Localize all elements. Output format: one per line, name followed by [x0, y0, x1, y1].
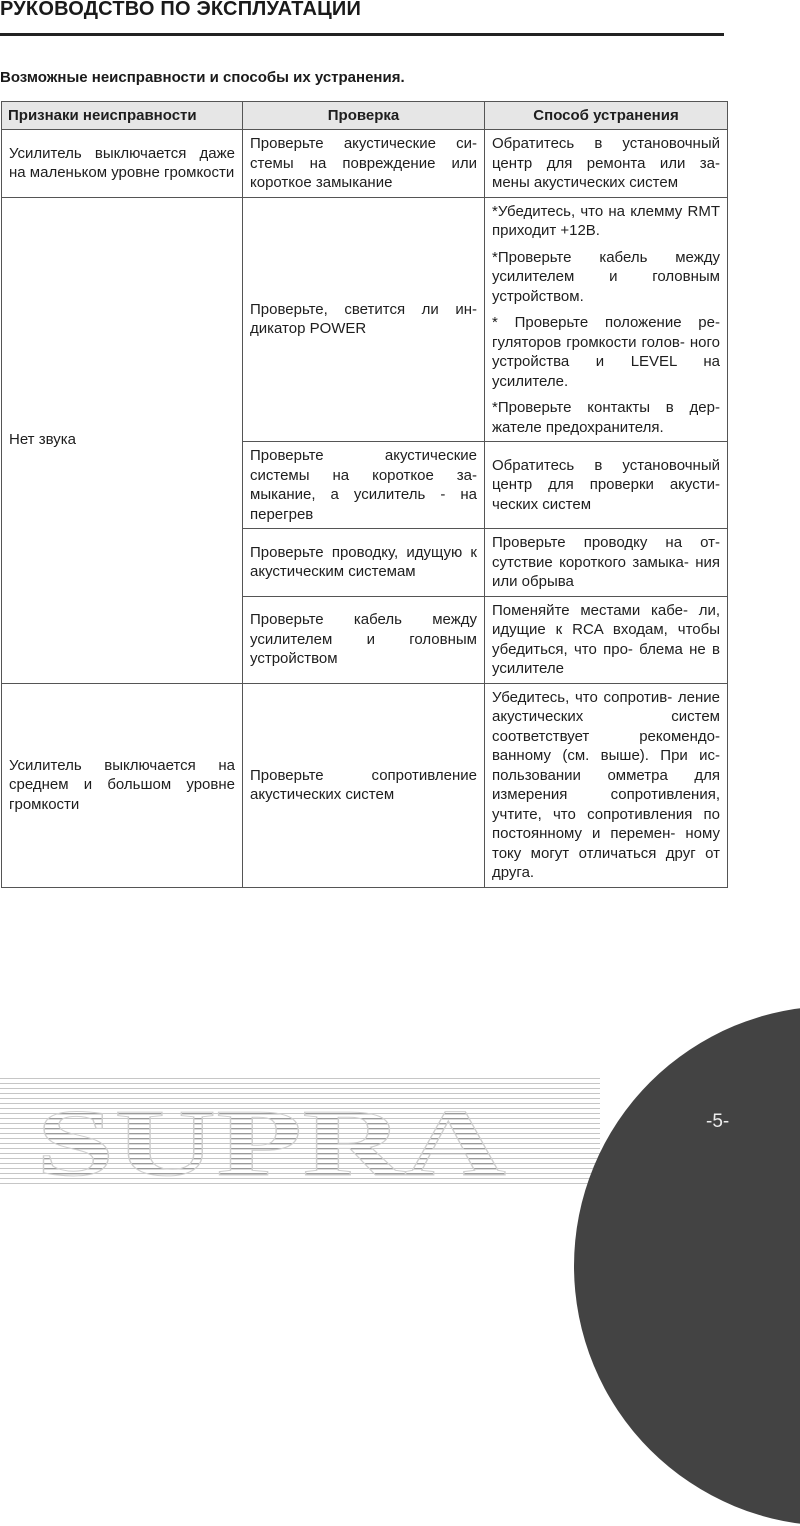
- table-row: [2, 197, 728, 442]
- remedy-item: *Проверьте кабель между усилителем и головным устройством.: [492, 248, 720, 305]
- table-row: [2, 683, 728, 887]
- remedy-cell: [485, 197, 728, 442]
- table-row: [2, 130, 728, 198]
- remedy-cell: Обратитесь в установочный центр для ремонта или за- мены акустических систем: [485, 130, 728, 198]
- remedy-cell: Поменяйте местами кабе- ли, идущие к RCA входам, чтобы убедиться, что про- блема не в усилителе: [485, 596, 728, 683]
- remedy-cell: Убедитесь, что сопротив- ление акустических систем соответствует рекомендо- ванному (см. выше). При ис- пользовании омметра для измерения сопротивления, учтите, что сопротивления по постоянному и перемен- ному току могут отличаться друг от друга.: [485, 683, 728, 887]
- check-cell: Проверьте сопротивление акустических систем: [243, 683, 485, 887]
- supra-logo: [0, 1078, 560, 1187]
- remedy-item: *Убедитесь, что на клемму RMT приходит +12В.: [492, 202, 720, 239]
- check-cell: Проверьте, светится ли ин- дикатор POWER: [243, 197, 485, 442]
- page-number: -5-: [706, 1111, 730, 1132]
- symptom-cell: Нет звука: [2, 197, 243, 683]
- remedy-cell: Проверьте проводку на от- сутствие короткого замыка- ния или обрыва: [485, 529, 728, 597]
- table-header-row: [2, 102, 728, 130]
- troubleshooting-table: [1, 101, 728, 888]
- title-underline: [0, 33, 724, 36]
- remedy-item: * Проверьте положение ре- гуляторов громкости голов- ного устройства и LEVEL на усилителе.: [492, 314, 720, 390]
- column-header-remedy: Способ устранения: [485, 102, 728, 130]
- check-cell: Проверьте кабель между усилителем и головным устройством: [243, 596, 485, 683]
- supra-logo-text: SUPRA: [36, 1089, 506, 1187]
- check-cell: Проверьте проводку, идущую к акустическим системам: [243, 529, 485, 597]
- column-header-symptom: Признаки неисправности: [2, 102, 243, 130]
- column-header-check: Проверка: [243, 102, 485, 130]
- symptom-cell: Усилитель выключается даже на маленьком уровне громкости: [2, 130, 243, 198]
- check-cell: Проверьте акустические системы на короткое за- мыкание, а усилитель - на перегрев: [243, 442, 485, 529]
- footer-circle: [574, 1006, 800, 1526]
- document-title: РУКОВОДСТВО ПО ЭКСПЛУАТАЦИИ: [0, 0, 362, 20]
- remedy-item: *Проверьте контакты в дер- жателе предохранителя.: [492, 399, 720, 436]
- section-heading: Возможные неисправности и способы их устранения.: [0, 69, 405, 86]
- remedy-cell: Обратитесь в установочный центр для проверки акусти- ческих систем: [485, 442, 728, 529]
- symptom-cell: Усилитель выключается на среднем и большом уровне громкости: [2, 683, 243, 887]
- check-cell: Проверьте акустические си- стемы на повреждение или короткое замыкание: [243, 130, 485, 198]
